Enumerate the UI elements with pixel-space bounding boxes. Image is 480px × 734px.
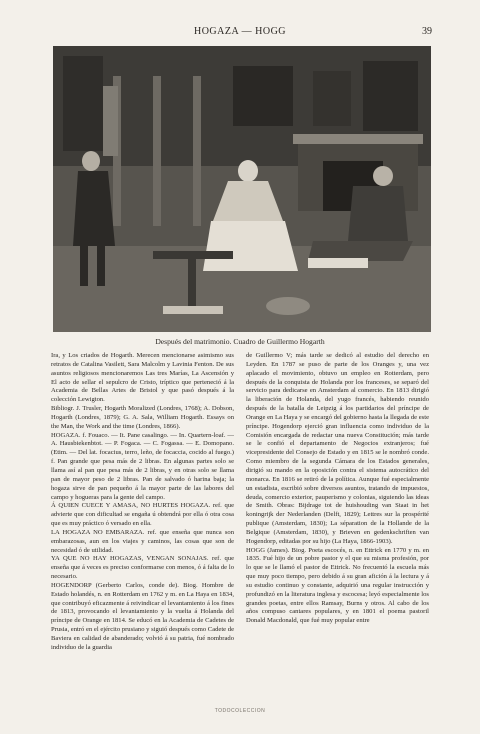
entry-hogg: HOGG (James). Biog. Poeta escocés, n. en Ettrick en 1770 y m. en 1835. Fué hijo de un pobre pastor y el que su misma profesión, por lo que se le llamó el pastor de Ettrick. No frecuentó la escuela más que muy poco tiempo, pero debido á su gran afición á la lectura y á su estudio continuo y constante, adquirió una regular instrucción y profundizó en la literatura inglesa y escocesa; leyó especialmente los grandes poetas, entre ellos Ramsay, Burns y otros. Al cabo de los años compuso cantares populares, y en 1801 el poema pastoril Donald Macdonald, que fué muy popular entre [246,546,429,625]
proverb-paragraph: LA HOGAZA NO EMBARAZA. ref. que enseña que nunca son embarazosas, aun en los viajes y caminos, las cosas que son de necesidad ó de utilidad. [51,528,234,554]
left-text-column [51,352,234,653]
paragraph: de Guillermo V; más tarde se dedicó al estudio del derecho en Leyden. En 1787 se puso de parte de los Oranges y, una vez aplacado el movimiento, obtuvo un empleo en Rotterdam, pero después de la conquista de Holanda por los franceses, se separó del servicio para dedicarse en Amsterdam al comercio. En 1813 dirigió la liberación de Holanda, del yugo francés, habiendo reunido después de la batalla de Leipzig á los partidarios del príncipe de Orange en La Haya y se encargó del gobierno hasta la llegada de este príncipe. Hogendorp ejerció gran influencia como individuo de la Comisión encargada de redactar una nueva Constitución; más tarde se le confió el departamento de Negocios extranjeros; fué vicepresidente del Consejo de Estado y en 1815 se le nombró conde. Como miembro de la segunda Cámara de los Estados generales, dirigió su mando en la oposición contra el sistema autocrático del monarca. En 1816 se retiró de la política. Aunque fué especialmente un estadista, escribió sobre diversos asuntos, tratando de impuestos, deuda, comercio exterior, pauperismo y colonias, siguiendo las ideas de Smith. Obras: Bijdrage tot de huishouding van Staat in het koningrijk der Nederlanden (Delft, 1829); Lettres sur la prospérité publique (Amsterdam, 1830); La séparation de la Hollande de la Belgique (Amsterdam, 1830), y Brieven en gedenkschriften van Hogendorp, editadas por su hijo (La Haya, 1866-1903). [246,352,429,545]
page-number: 39 [422,26,432,37]
running-head: HOGAZA — HOGG [193,26,287,37]
right-text-column [246,352,429,626]
entry-hogaza: HOGAZA. f. Fouaco. — It. Pane casalingo. — In. Quartern-loaf. — A. Hausbiekenbtot. — P. Fogaca. — C. Fogassa. — E. Domopano. (Etim. — Del lat. focacius, terro, leño, de focaccia, cocido al fuego.) f. Pan grande que pesa más de 2 libras. En algunas partes solo se llama así al pan que pesa más de 2 libras, y en otras solo se llama pan de mayor peso de 2 libras. Pan de salvado ó harina baja; la hogaza sirve de pan pequeño á la mayor parte de las labores del campo y hogueras para la gente del campo. [51,431,234,501]
engraving-illustration [53,46,431,332]
watermark-footer: TODOCOLECCION [214,708,266,714]
engraving-plate [53,46,431,332]
entry-hogendorp: HOGENDORP (Gerberto Carlos, conde de). Biog. Hombre de Estado holandés, n. en Rotterdam en 1762 y m. en La Haya en 1834, que contribuyó eficazmente á reivindicar el levantamiento á los fines de 1813, provocando el levantamiento y la vuelta á Holanda del príncipe de Orange en 1814. Se educó en la Academia de Cadetes de Prusia, entró en el ejército prusiano y siguió después como Cadete de Baviera en calidad de abanderado; volvió á su patria, fué nombrado individuo de la guardia [51,581,234,651]
paragraph: Ira, y Los criados de Hogarth. Merecen mencionarse asimismo sus retratos de Catalina Vasilett, Sara Malcolm y Lavinia Fenton. De sus asuntos religiosos mencionaremos Las tres Marías, La Ascensión y El acto de sellar el sepulcro de Cristo, tríptico que perteneció á la Academia de Bellas Artes de Bristol y que pasó después á la colección Lewigton. [51,352,234,404]
bibliography-paragraph: Bibliogr. J. Trusler, Hogarth Moralized (Londres, 1768); A. Dobson, Hogarth (Londres, 1879); G. A. Sala, William Hogarth. Essays on the Man, the Work and the time (Londres, 1866). [51,405,234,430]
proverb-paragraph: Á QUIEN CUECE Y AMASA, NO HURTES HOGAZA. ref. que advierte que con dificultad se engaña ú obtendrá por ella ó otra cosa que es muy práctico ó versado en ella. [51,502,234,528]
proverb-paragraph: YA QUE NO HAY HOGAZAS, VENGAN SONAJAS. ref. que enseña que á veces es preciso conformarse con menos, ó á falta de lo necesario. [51,555,234,581]
plate-caption: Después del matrimonio. Cuadro de Guillermo Hogarth [155,337,325,346]
